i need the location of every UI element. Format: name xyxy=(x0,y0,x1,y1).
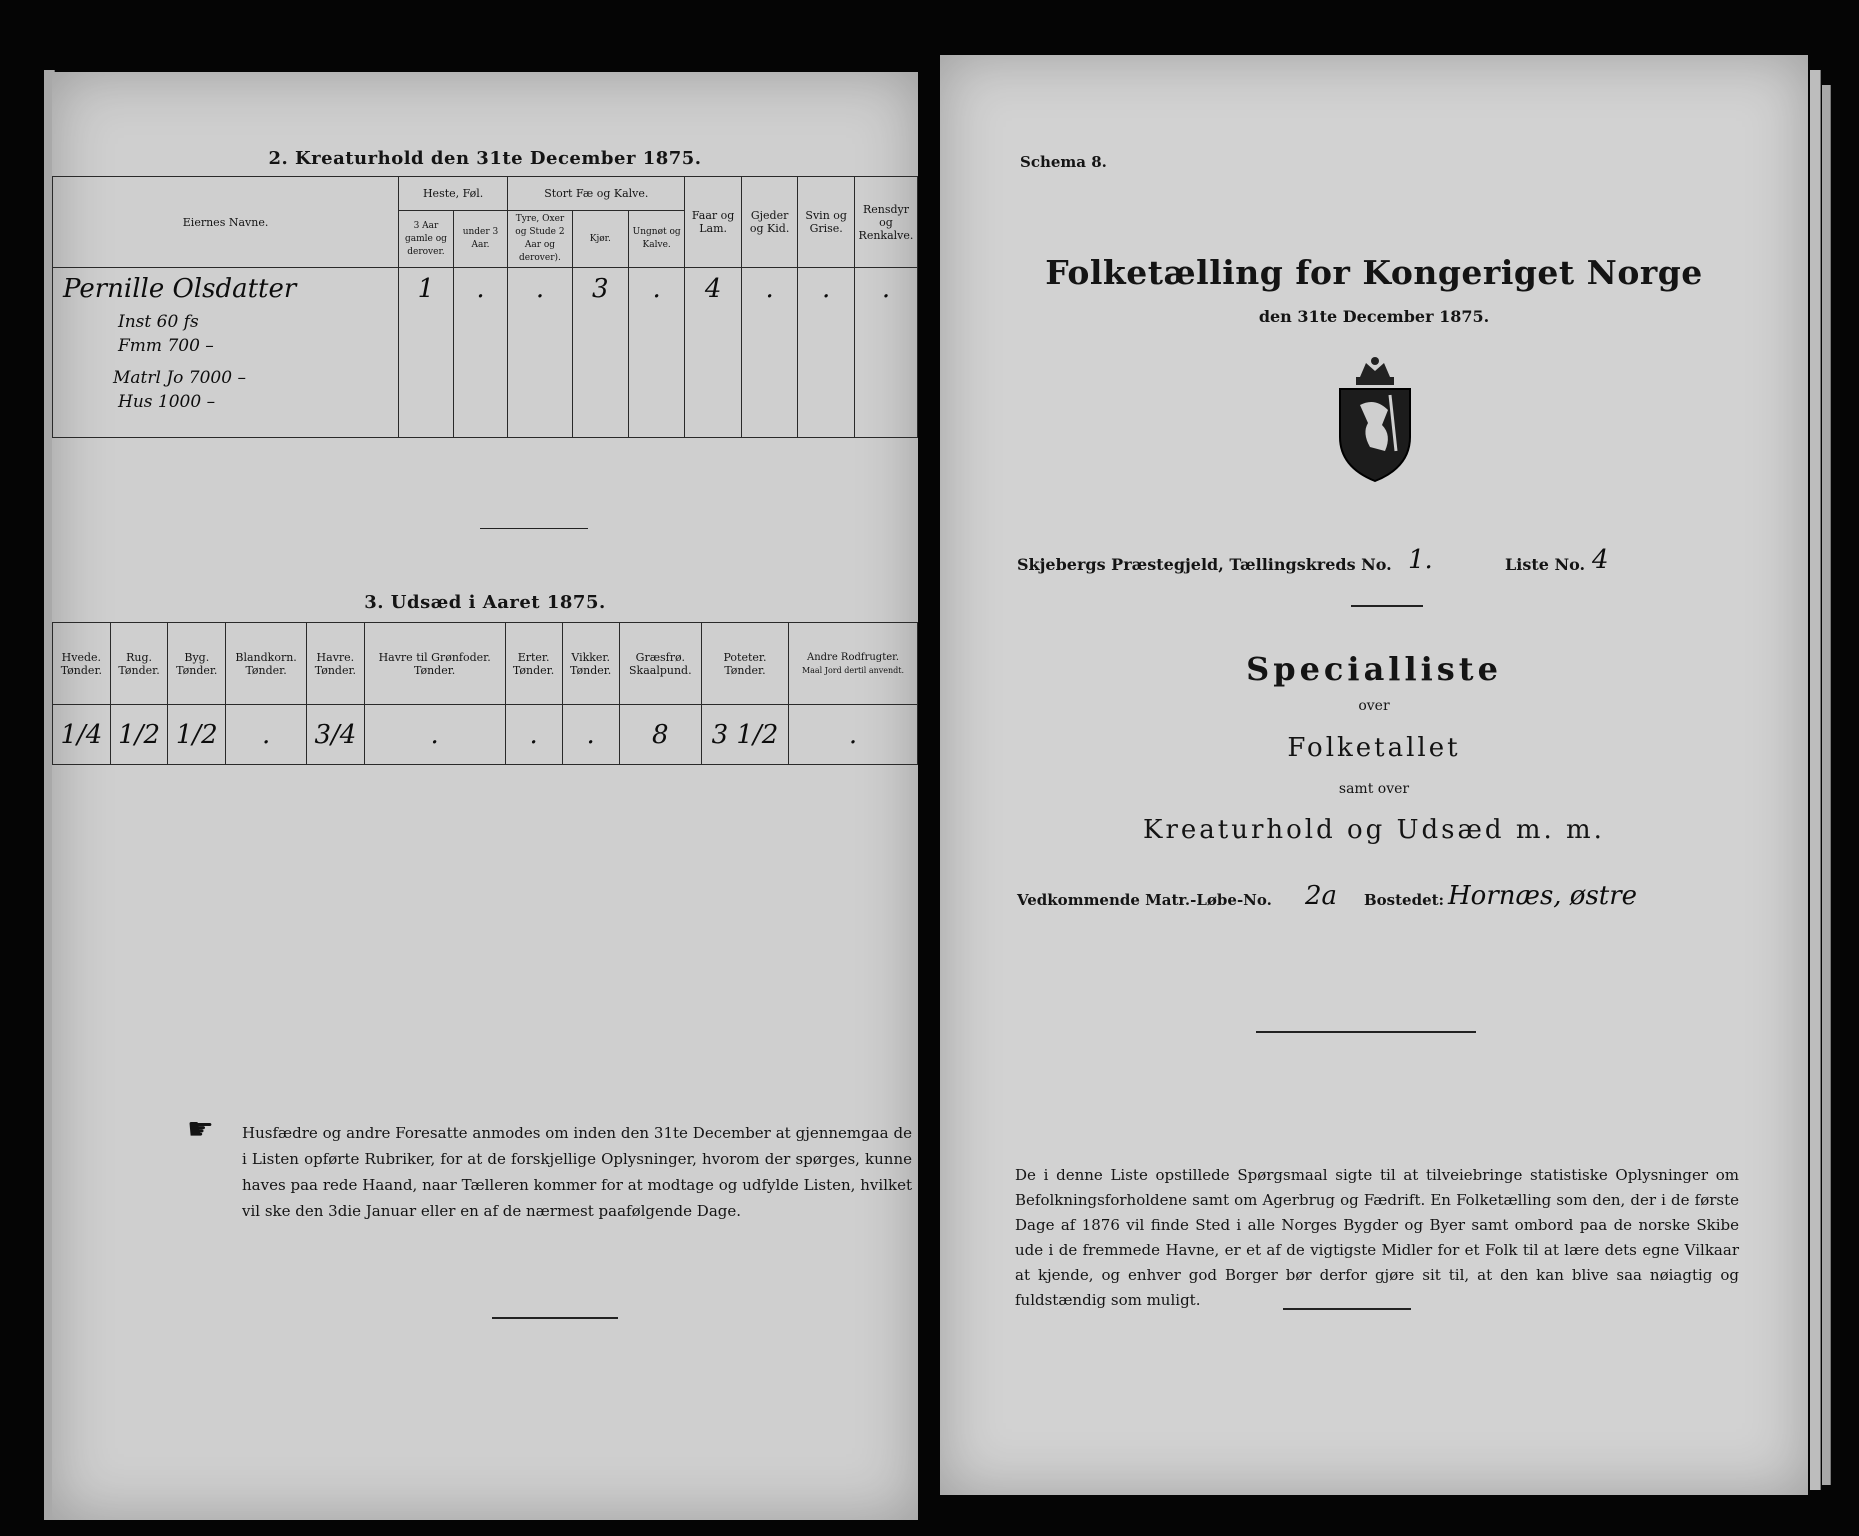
note-2: Fmm 700 – xyxy=(118,336,214,356)
livestock-table xyxy=(52,176,918,438)
sow-erter: . xyxy=(505,705,562,765)
faar-header: Faar og Lam. xyxy=(685,177,741,268)
owner-cell xyxy=(53,268,399,438)
rensdyr-header: Rensdyr og Renkalve. xyxy=(854,177,917,268)
col-rug: Rug. Tønder. xyxy=(110,623,168,705)
sow-havre: 3/4 xyxy=(307,705,365,765)
samt-over-text: samt over xyxy=(1338,781,1410,797)
bosted-value: Hornæs, østre xyxy=(1448,881,1638,911)
matr-no: 2a xyxy=(1305,881,1338,911)
pointing-hand-icon: ☛ xyxy=(187,1112,214,1147)
right-page-edge xyxy=(1810,70,1821,1490)
col-graesfro: Græsfrø. Skaalpund. xyxy=(619,623,701,705)
col-hvede: Hvede. Tønder. xyxy=(53,623,111,705)
over-text: over xyxy=(1358,698,1390,714)
val-kjor: 3 xyxy=(572,268,628,438)
specialliste-heading: Specialliste xyxy=(1246,650,1502,688)
matr-label: Vedkommende Matr.-Løbe-No. xyxy=(1017,891,1272,909)
divider-2 xyxy=(492,1317,618,1319)
sow-graesfro: 8 xyxy=(619,705,701,765)
parish-label: Skjebergs Præstegjeld, Tællingskreds No. xyxy=(1017,555,1392,574)
heste-header: Heste, Føl. xyxy=(399,177,508,211)
col-vikker: Vikker. Tønder. xyxy=(562,623,619,705)
section2-title: 2. Kreaturhold den 31te December 1875. xyxy=(268,148,702,169)
val-gjeder: . xyxy=(741,268,798,438)
heste-sub2: under 3 Aar. xyxy=(453,211,507,268)
stort-sub3: Ungnøt og Kalve. xyxy=(628,211,685,268)
col-byg: Byg. Tønder. xyxy=(168,623,226,705)
sow-vikker: . xyxy=(562,705,619,765)
heste-sub1: 3 Aar gamle og derover. xyxy=(399,211,454,268)
schema-label: Schema 8. xyxy=(1020,153,1107,171)
owner-header: Eiernes Navne. xyxy=(53,177,399,268)
col-blandkorn: Blandkorn. Tønder. xyxy=(226,623,307,705)
stort-header: Stort Fæ og Kalve. xyxy=(508,177,685,211)
right-page-edge-2 xyxy=(1822,85,1831,1485)
stort-sub2: Kjør. xyxy=(572,211,628,268)
sow-havre-gron: . xyxy=(364,705,505,765)
val-ungnot: . xyxy=(628,268,685,438)
sow-byg: 1/2 xyxy=(168,705,226,765)
divider-5 xyxy=(1283,1308,1411,1310)
val-rensdyr: . xyxy=(854,268,917,438)
note-3: Matrl Jo 7000 – xyxy=(113,368,246,388)
val-faar: 4 xyxy=(685,268,741,438)
val-tyre: . xyxy=(508,268,573,438)
coat-of-arms-icon xyxy=(1330,355,1420,485)
kreaturhold-text: Kreaturhold og Udsæd m. m. xyxy=(1143,815,1605,845)
col-rodfrugter: Andre Rodfrugter. Maal Jord dertil anvendt. xyxy=(788,623,917,705)
sow-blandkorn: . xyxy=(226,705,307,765)
left-page xyxy=(52,72,918,1520)
liste-label: Liste No. xyxy=(1505,555,1586,574)
col-havre-gron: Havre til Grønfoder. Tønder. xyxy=(364,623,505,705)
col-poteter: Poteter. Tønder. xyxy=(701,623,788,705)
sow-poteter: 3 1/2 xyxy=(701,705,788,765)
sow-rodfrugter: . xyxy=(788,705,917,765)
census-date: den 31te December 1875. xyxy=(1258,307,1490,326)
folketallet-text: Folketallet xyxy=(1287,733,1461,763)
val-heste-old: 1 xyxy=(399,268,454,438)
census-title: Folketælling for Kongeriget Norge xyxy=(1045,253,1703,292)
instructions-notice: Husfædre og andre Foresatte anmodes om inden den 31te December at gjennemgaa de i Listen opførte Rubriker, for at de forskjellige Oplysninger, hvorom der spørges, kunne haves paa rede Haand, naar Tælleren kommer for at modtage og udfylde Listen, hvilket vil ske den 3die Januar eller en af de nærmest paafølgende Dage. xyxy=(242,1124,912,1220)
kreds-no: 1. xyxy=(1408,545,1433,575)
val-svin: . xyxy=(798,268,855,438)
divider-1 xyxy=(480,528,588,529)
right-page xyxy=(940,55,1808,1495)
stort-sub1: Tyre, Oxer og Stude 2 Aar og derover). xyxy=(508,211,573,268)
bosted-label: Bostedet: xyxy=(1364,891,1445,909)
sow-rug: 1/2 xyxy=(110,705,168,765)
owner-name: Pernille Olsdatter xyxy=(63,274,297,304)
gjeder-header: Gjeder og Kid. xyxy=(741,177,798,268)
liste-no: 4 xyxy=(1592,545,1609,575)
val-heste-young: . xyxy=(453,268,507,438)
note-4: Hus 1000 – xyxy=(118,392,216,412)
census-purpose-text: De i denne Liste opstillede Spørgsmaal sigte til at tilveiebringe statistiske Oplysninger om Befolkningsforholdene samt om Agerbrug og Fædrift. En Folketælling som den, der i de første Dage af 1876 vil finde Sted i alle Norges Bygder og Byer samt ombord paa de norske Skibe ude i de fremmede Havne, er et af de vigtigste Midler for et Folk til at lære dets egne Vilkaar at kjende, og enhver god Borger bør derfor gjøre sit til, at den kan blive saa nøiagtig og fuldstændig som muligt. xyxy=(1015,1166,1739,1309)
note-1: Inst 60 fs xyxy=(118,312,199,332)
col-erter: Erter. Tønder. xyxy=(505,623,562,705)
sowing-table xyxy=(52,622,918,765)
divider-3 xyxy=(1351,605,1423,607)
divider-4 xyxy=(1256,1031,1476,1033)
sow-hvede: 1/4 xyxy=(53,705,111,765)
col-havre: Havre. Tønder. xyxy=(307,623,365,705)
section3-title: 3. Udsæd i Aaret 1875. xyxy=(364,592,606,613)
svin-header: Svin og Grise. xyxy=(798,177,855,268)
